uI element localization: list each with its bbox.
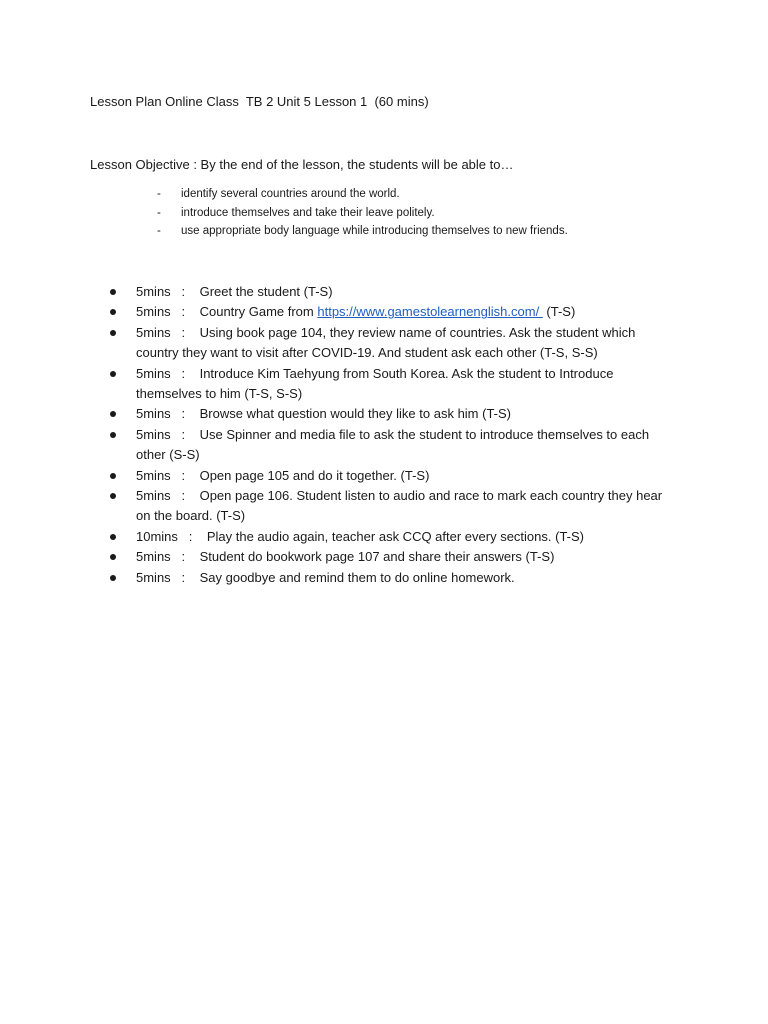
schedule-item <box>110 404 670 424</box>
activity-suffix: (T-S) <box>542 304 576 320</box>
activity-separator: : <box>170 284 200 299</box>
objective-text: use appropriate body language while introducing themselves to new friends. <box>181 225 568 237</box>
lesson-plan-title: Lesson Plan Online Class TB 2 Unit 5 Lesson 1 (60 mins) <box>90 94 429 109</box>
activity-text: Say goodbye and remind them to do online homework. <box>199 569 515 585</box>
activity-separator: : <box>170 467 200 483</box>
activity-duration: 5mins <box>136 569 171 585</box>
bullet-icon <box>110 554 116 560</box>
activity-text: Use Spinner and media file to ask the student to introduce themselves to each other (S-S) <box>136 426 653 463</box>
bullet-icon <box>110 534 116 540</box>
schedule-item <box>110 547 670 567</box>
objective-text: introduce themselves and take their leave politely. <box>181 206 435 219</box>
bullet-icon <box>110 432 116 438</box>
activity-separator: : <box>170 406 200 422</box>
bullet-icon <box>110 411 116 417</box>
bullet-icon <box>110 473 116 479</box>
schedule-item <box>110 323 670 364</box>
games-website-link[interactable]: https://www.gamestolearnenglish.com/ <box>317 304 543 320</box>
activity-text: Student do bookwork page 107 and share their answers (T-S) <box>199 549 555 565</box>
activity-separator: : <box>170 549 200 565</box>
activity-text: Browse what question would they like to ask him (T-S) <box>199 406 512 422</box>
dash-marker: - <box>157 188 161 200</box>
activity-duration: 5mins <box>136 365 171 381</box>
objective-item <box>157 186 568 205</box>
schedule-item <box>110 486 670 527</box>
activity-text: Introduce Kim Taehyung from South Korea. Ask the student to Introduce themselves to him (T-S, S-S) <box>136 365 618 402</box>
schedule-item <box>110 466 670 486</box>
bullet-icon <box>110 371 116 377</box>
activity-text: Open page 105 and do it together. (T-S) <box>199 467 430 483</box>
activity-separator: : <box>170 304 200 320</box>
bullet-icon <box>110 575 116 581</box>
objective-item <box>157 205 568 224</box>
schedule-item <box>110 527 670 547</box>
activity-schedule-list <box>110 282 670 588</box>
activity-text: Greet the student (T-S) <box>199 284 333 299</box>
objective-text: identify several countries around the world. <box>181 188 400 200</box>
objectives-list <box>157 186 568 242</box>
schedule-item <box>110 364 670 405</box>
activity-separator: : <box>170 324 200 340</box>
activity-separator: : <box>177 528 207 544</box>
activity-duration: 5mins <box>136 304 171 320</box>
lesson-objective-intro: Lesson Objective : By the end of the lesson, the students will be able to… <box>90 157 514 172</box>
activity-text: Country Game from <box>199 304 318 320</box>
bullet-icon <box>110 289 116 295</box>
dash-marker: - <box>157 225 161 237</box>
activity-duration: 5mins <box>136 467 171 483</box>
activity-separator: : <box>170 569 200 585</box>
activity-duration: 5mins <box>136 549 171 565</box>
dash-marker: - <box>157 206 161 219</box>
schedule-item <box>110 302 670 322</box>
bullet-icon <box>110 309 116 315</box>
bullet-icon <box>110 493 116 499</box>
schedule-item <box>110 425 670 466</box>
bullet-icon <box>110 330 116 336</box>
activity-text: Play the audio again, teacher ask CCQ after every sections. (T-S) <box>206 528 584 544</box>
activity-duration: 5mins <box>136 426 171 442</box>
schedule-item <box>110 568 670 588</box>
activity-duration: 5mins <box>136 488 171 504</box>
activity-duration: 10mins <box>136 528 178 544</box>
schedule-item <box>110 282 670 302</box>
activity-separator: : <box>170 488 200 504</box>
activity-text: Using book page 104, they review name of countries. Ask the student which country they want to visit after COVID-19. And student ask each other (T-S, S-S) <box>136 324 639 361</box>
activity-duration: 5mins <box>136 406 171 422</box>
activity-text: Open page 106. Student listen to audio and race to mark each country they hear on the board. (T-S) <box>136 488 666 524</box>
objective-item <box>157 223 568 242</box>
activity-duration: 5mins <box>136 324 171 340</box>
activity-separator: : <box>170 365 200 381</box>
activity-duration: 5mins <box>136 284 171 299</box>
activity-separator: : <box>170 426 200 442</box>
